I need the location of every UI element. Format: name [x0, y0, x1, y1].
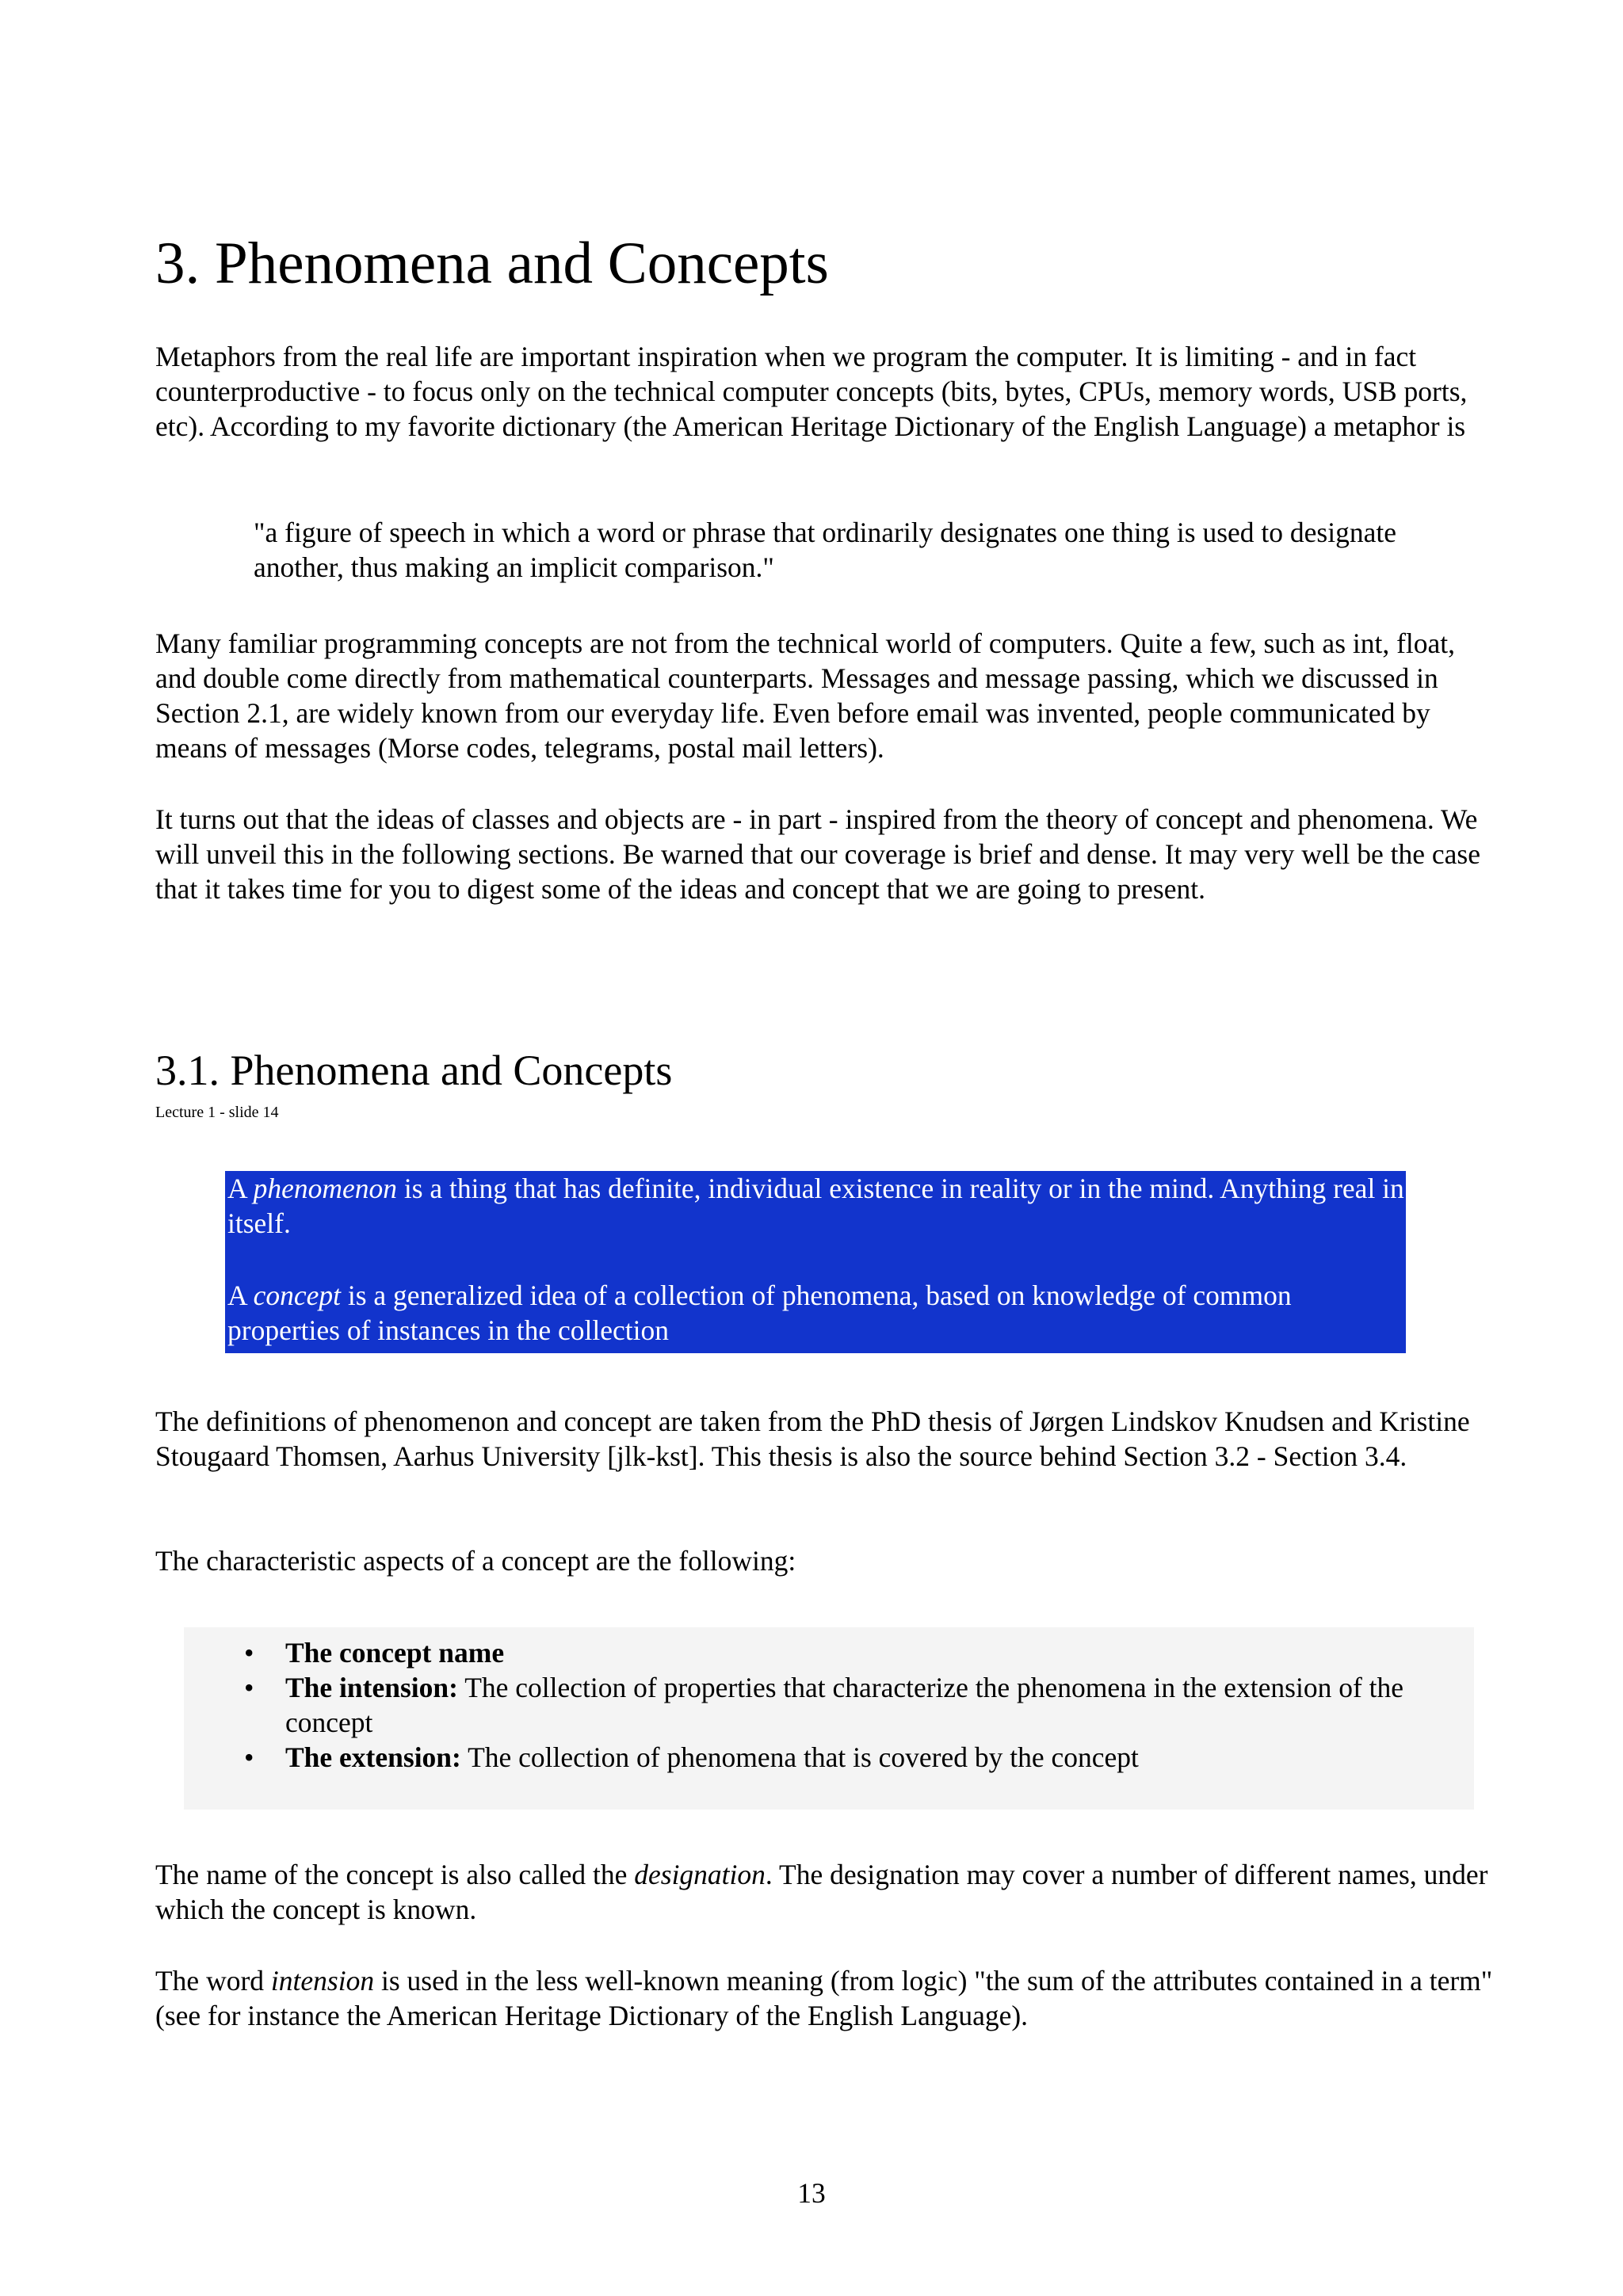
phenomenon-prefix: A — [227, 1173, 254, 1204]
phenomenon-definition — [225, 1171, 1406, 1241]
intension-term: intension — [270, 1965, 375, 1997]
concept-definition — [225, 1278, 1406, 1348]
definition-box — [225, 1171, 1406, 1353]
aspect-label: The concept name — [285, 1637, 505, 1669]
aspects-box — [184, 1627, 1474, 1810]
bullet-icon: • — [244, 1741, 254, 1773]
metaphor-quote: "a figure of speech in which a word or phrase that ordinarily designates one thing is used to designate another, thus making an implicit comparison." — [254, 517, 1396, 583]
aspect-text: The collection of phenomena that is covered by the concept — [460, 1741, 1139, 1773]
slide-reference: Lecture 1 - slide 14 — [155, 1104, 279, 1121]
bullet-icon: • — [244, 1637, 254, 1669]
concept-text: is a generalized idea of a collection of phenomena, based on knowledge of common properties of instances in the collection — [227, 1280, 1292, 1346]
list-item — [184, 1670, 1474, 1740]
intension-text-before: The word — [155, 1965, 271, 1997]
designation-term: designation — [634, 1859, 766, 1890]
phenomenon-text: is a thing that has definite, individual existence in reality or in the mind. Anything real in itself. — [227, 1173, 1404, 1239]
concept-prefix: A — [227, 1280, 254, 1311]
bullet-icon: • — [244, 1672, 254, 1703]
intro-paragraph-3: It turns out that the ideas of classes and objects are - in part - inspired from the theory of concept and phenomena. We will unveil this in the following sections. Be warned that our coverage is brief and dense. It may very well be the case that it takes time for you to digest some of the ideas and concept that we are going to present. — [155, 803, 1480, 905]
aspect-label: The extension: — [285, 1741, 461, 1773]
intro-paragraph-2: Many familiar programming concepts are not from the technical world of computers. Quite a few, such as int, float, and double come directly from mathematical counterparts. Messages and message passing, which we discussed in Section 2.1, are widely known from our everyday life. Even before email was invented, people communicated by means of messages (Morse codes, telegrams, postal mail letters). — [155, 627, 1456, 764]
phenomenon-term: phenomenon — [253, 1173, 397, 1204]
aspects-intro: The characteristic aspects of a concept are the following: — [155, 1545, 796, 1577]
page-number: 13 — [797, 2177, 826, 2209]
list-item — [184, 1635, 1474, 1670]
aspect-label: The intension: — [285, 1672, 458, 1703]
intro-paragraph-1: Metaphors from the real life are important inspiration when we program the computer. It is limiting - and in fact counterproductive - to focus only on the technical computer concepts (bits, bytes, CPUs, memory words, USB ports, etc). According to my favorite dictionary (the American Heritage Dictionary of the English Language) a metaphor is — [155, 341, 1468, 442]
designation-text-after: . The designation may cover a number of different names, under which the concept is known. — [155, 1859, 1488, 1925]
intension-paragraph — [155, 1963, 1495, 2033]
section-title: 3.1. Phenomena and Concepts — [155, 1047, 673, 1094]
concept-term: concept — [253, 1280, 341, 1311]
source-paragraph: The definitions of phenomenon and concept are taken from the PhD thesis of Jørgen Lindskov Knudsen and Kristine Stougaard Thomsen, Aarhus University [jlk-kst]. This thesis is also the source behind Section 3.2 - Section 3.4. — [155, 1405, 1470, 1472]
intension-text-after: is used in the less well-known meaning (from logic) "the sum of the attributes contained in a term" (see for instance the American Heritage Dictionary of the English Language). — [155, 1965, 1493, 2031]
aspects-list — [184, 1635, 1474, 1775]
designation-paragraph — [155, 1857, 1495, 1927]
chapter-title: 3. Phenomena and Concepts — [155, 231, 829, 296]
aspect-text: The collection of properties that characterize the phenomena in the extension of the concept — [285, 1672, 1404, 1738]
designation-text-before: The name of the concept is also called the — [155, 1859, 635, 1890]
list-item — [184, 1740, 1474, 1775]
